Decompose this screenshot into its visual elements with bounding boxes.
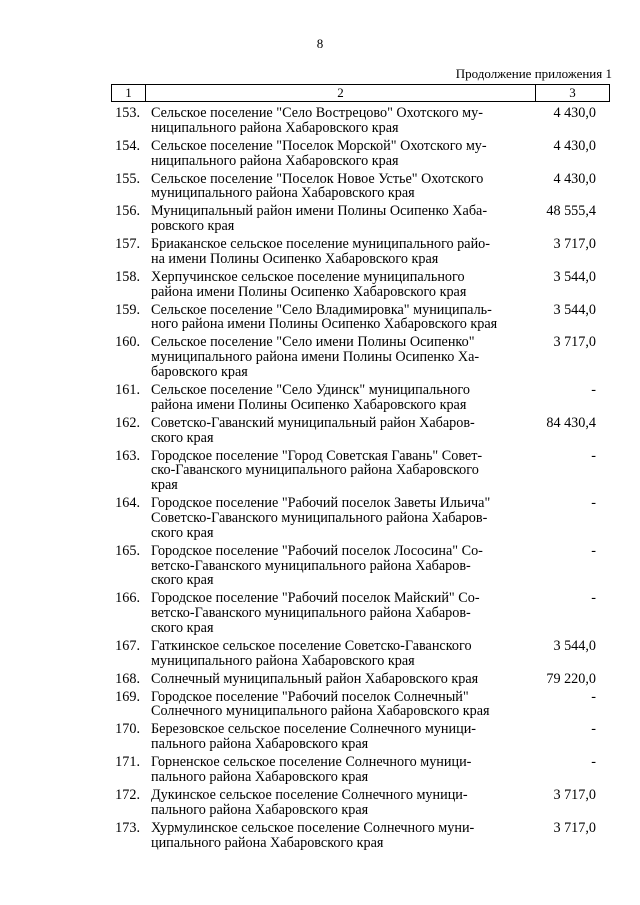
row-name: Березовское сельское поселение Солнечного муници- пального района Хабаровского края	[151, 721, 477, 753]
row-number: 171.	[115, 754, 140, 771]
table-row	[0, 544, 640, 588]
row-name: Бриаканское сельское поселение муниципального райо- на имени Полины Осипенко Хабаровского края	[151, 236, 490, 267]
table-row	[0, 237, 640, 267]
row-name: Городское поселение "Город Советская Гавань" Совет- ско-Гаванского муниципального района Хабаровского края	[151, 447, 483, 494]
row-number: 159.	[115, 301, 140, 318]
row-value: 48 555,4	[546, 203, 596, 220]
row-number: 173.	[115, 819, 140, 836]
row-number: 155.	[115, 170, 140, 187]
table-row	[0, 788, 640, 818]
row-value: -	[591, 495, 596, 512]
table-row	[0, 416, 640, 446]
row-value: -	[591, 590, 596, 607]
row-name: Горненское сельское поселение Солнечного муници- пального района Хабаровского края	[151, 754, 472, 786]
row-value: 3 717,0	[553, 787, 596, 804]
row-name: Херпучинское сельское поселение муниципального района имени Полины Осипенко Хабаровского края	[151, 268, 467, 300]
row-name: Городское поселение "Рабочий поселок Майский" Со- ветско-Гаванского муниципального района Хабаров- ского края	[151, 590, 480, 636]
row-number: 160.	[115, 334, 140, 351]
row-name: Солнечный муниципальный район Хабаровского края	[151, 670, 479, 687]
header-col-1: 1	[112, 85, 146, 101]
row-value: 3 717,0	[553, 236, 596, 253]
row-name: Сельское поселение "Поселок Новое Устье" Охотского муниципального района Хабаровского края	[151, 170, 484, 202]
row-value: 4 430,0	[553, 170, 596, 187]
row-name: Городское поселение "Рабочий поселок Солнечный" Солнечного муниципального района Хабаровского края	[151, 688, 490, 720]
row-number: 163.	[115, 447, 140, 464]
row-number: 154.	[115, 137, 140, 154]
row-number: 170.	[115, 721, 140, 738]
table-header	[111, 84, 610, 102]
row-name: Сельское поселение "Село Удинск" муниципального района имени Полины Осипенко Хабаровского края	[151, 382, 470, 413]
row-value: 84 430,4	[546, 414, 596, 431]
row-value: 3 717,0	[553, 819, 596, 836]
row-name: Муниципальный район имени Полины Осипенко Хаба- ровского края	[151, 203, 488, 235]
row-name: Городское поселение "Рабочий поселок Заветы Ильича" Советско-Гаванского муниципального района Хабаров- ского края	[151, 495, 491, 541]
table-row	[0, 139, 640, 169]
table-row	[0, 172, 640, 202]
row-number: 157.	[115, 236, 140, 253]
row-number: 158.	[115, 268, 140, 285]
table-row	[0, 383, 640, 413]
table-row	[0, 591, 640, 635]
row-name: Городское поселение "Рабочий поселок Лососина" Со- ветско-Гаванского муниципального района Хабаров- ского края	[151, 542, 483, 589]
table-body	[0, 106, 640, 854]
row-value: 79 220,0	[546, 670, 596, 687]
page-number: 8	[316, 36, 324, 51]
row-number: 172.	[115, 787, 140, 804]
row-number: 166.	[115, 590, 140, 607]
table-row	[0, 449, 640, 493]
row-value: 3 544,0	[553, 301, 596, 318]
table-row	[0, 639, 640, 669]
header-col-3: 3	[569, 85, 576, 100]
row-name: Дукинское сельское поселение Солнечного муници- пального района Хабаровского края	[151, 787, 468, 818]
table-row	[0, 722, 640, 752]
row-name: Советско-Гаванский муниципальный район Хабаров- ского края	[151, 414, 475, 446]
row-value: -	[591, 382, 596, 399]
table-row	[0, 204, 640, 234]
row-value: -	[591, 754, 596, 771]
table-row	[0, 690, 640, 720]
row-name: Сельское поселение "Село Вострецово" Охотского му- ниципального района Хабаровского края	[151, 105, 483, 136]
row-value: 3 717,0	[553, 334, 596, 351]
table-row	[0, 270, 640, 300]
row-number: 165.	[115, 542, 140, 559]
row-value: -	[591, 447, 596, 464]
row-value: 4 430,0	[553, 105, 596, 121]
row-value: -	[591, 721, 596, 738]
table-row	[0, 821, 640, 851]
row-number: 162.	[115, 414, 140, 431]
row-value: -	[591, 542, 596, 559]
row-value: -	[591, 688, 596, 705]
row-number: 164.	[115, 495, 140, 512]
row-name: Гаткинское сельское поселение Советско-Гаванского муниципального района Хабаровского края	[151, 637, 472, 669]
row-number: 153.	[115, 105, 140, 121]
row-value: 3 544,0	[553, 637, 596, 654]
row-number: 161.	[115, 382, 140, 399]
table-row	[0, 496, 640, 540]
row-number: 167.	[115, 637, 140, 654]
table-row	[0, 106, 640, 136]
table-row	[0, 335, 640, 379]
row-number: 156.	[115, 203, 140, 220]
row-name: Сельское поселение "Поселок Морской" Охотского му- ниципального района Хабаровского края	[151, 137, 487, 169]
row-number: 169.	[115, 688, 140, 705]
row-name: Сельское поселение "Село Владимировка" муниципаль- ного района имени Полины Осипенко Хабаровского края	[151, 301, 498, 333]
table-row	[0, 303, 640, 333]
header-col-2: 2	[146, 85, 536, 101]
row-number: 168.	[115, 670, 140, 687]
row-name: Сельское поселение "Село имени Полины Осипенко" муниципального района имени Полины Осипенко Ха- баровского края	[151, 334, 480, 381]
table-row	[0, 755, 640, 785]
continuation-note: Продолжение приложения 1	[455, 66, 612, 81]
table-row	[0, 672, 640, 687]
row-value: 3 544,0	[553, 268, 596, 285]
row-name: Хурмулинское сельское поселение Солнечного муни- ципального района Хабаровского края	[151, 819, 475, 851]
row-value: 4 430,0	[553, 137, 596, 154]
